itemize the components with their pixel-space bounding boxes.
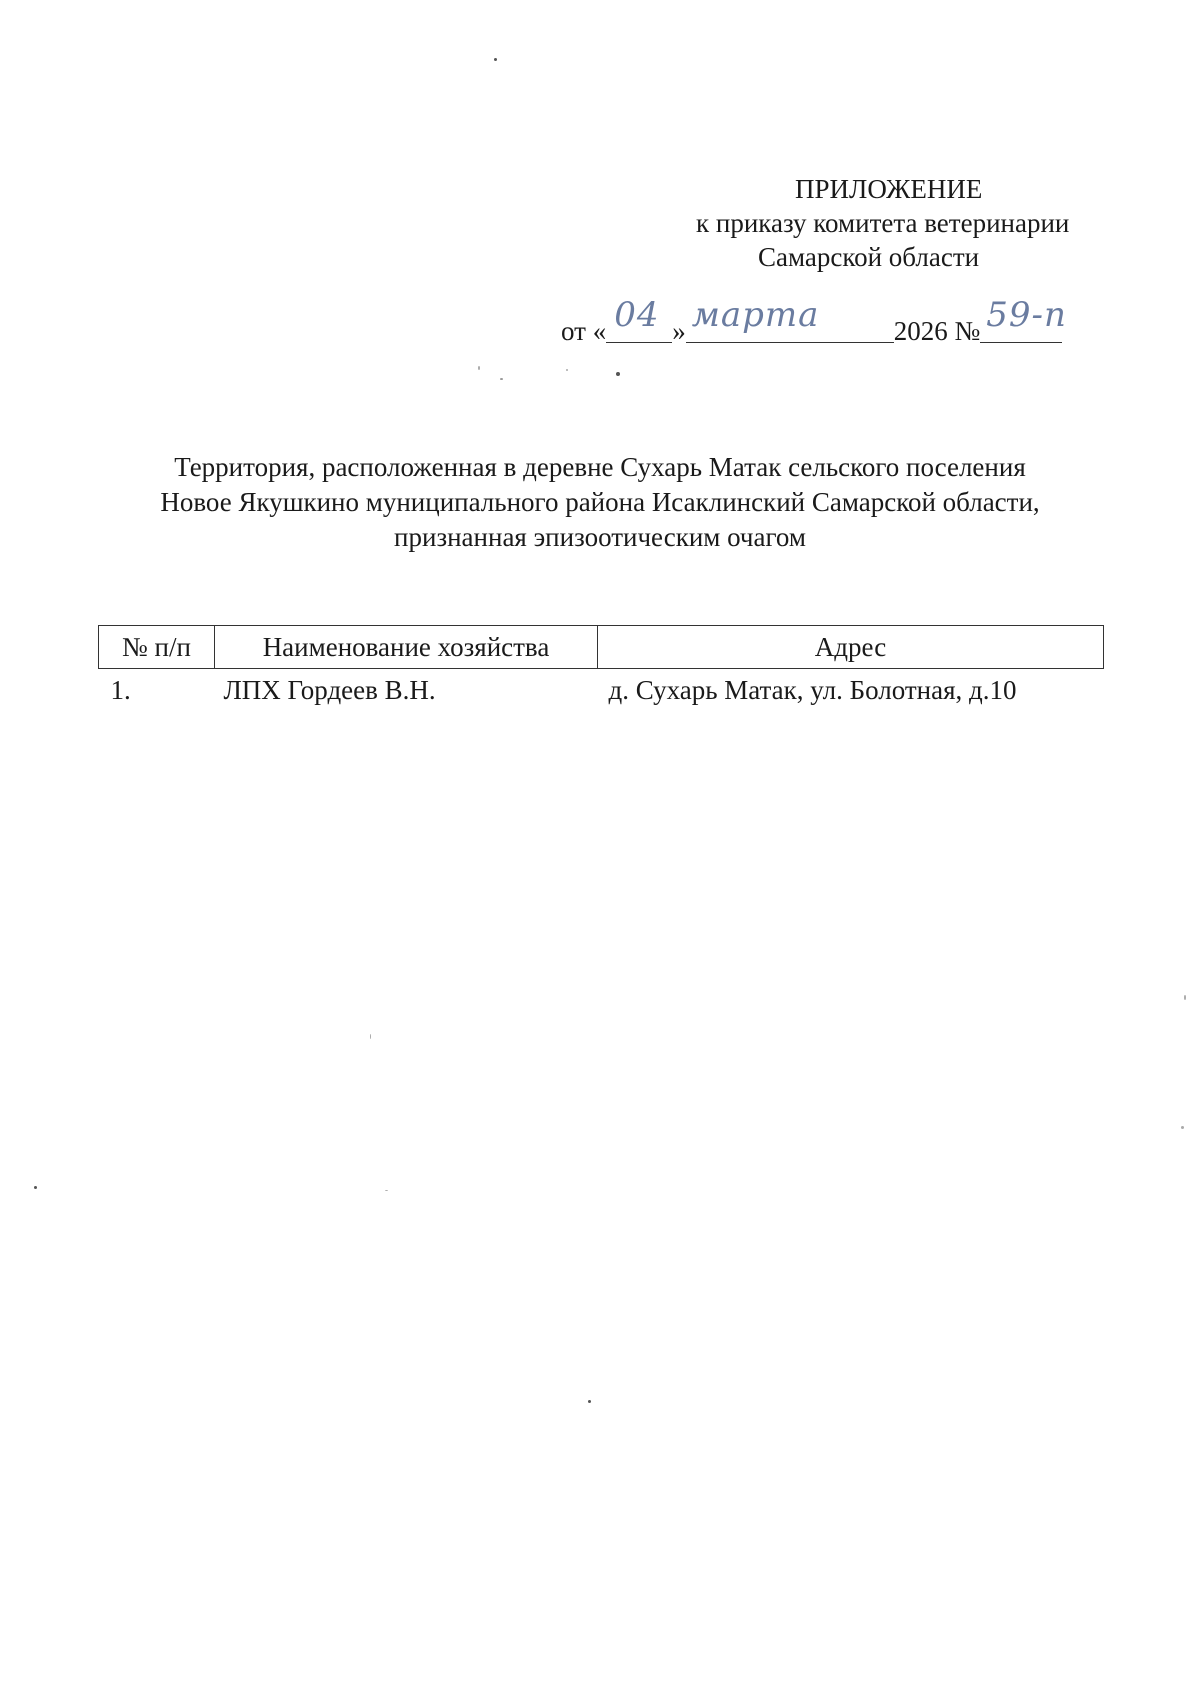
row-number: 1. bbox=[110, 674, 131, 705]
row-farm-name: ЛПХ Гордеев В.Н. bbox=[223, 674, 436, 705]
scan-speck bbox=[34, 1186, 37, 1189]
row-address: д. Сухарь Матак, ул. Болотная, д.10 bbox=[608, 674, 1017, 705]
appendix-subtitle-line1: к приказу комитета ветеринарии bbox=[696, 208, 1070, 238]
scan-speck bbox=[500, 378, 503, 380]
order-quote-close: » bbox=[672, 316, 686, 346]
scan-speck bbox=[1184, 995, 1186, 1000]
appendix-subtitle-line2: Самарской области bbox=[758, 242, 980, 272]
appendix-title: ПРИЛОЖЕНИЕ bbox=[795, 174, 983, 204]
order-day-handwritten: 04 bbox=[614, 295, 660, 335]
table-row bbox=[99, 669, 1104, 712]
order-year-number-prefix: 2026 № bbox=[893, 316, 981, 346]
scan-speck bbox=[616, 372, 620, 376]
table-header-row bbox=[99, 626, 1104, 669]
farms-table bbox=[98, 625, 1104, 711]
heading-line2: Новое Якушкино муниципального района Исаклинский Самарской области, bbox=[160, 487, 1040, 517]
scan-speck bbox=[478, 366, 480, 370]
scan-speck bbox=[1181, 1126, 1184, 1129]
scan-speck bbox=[566, 369, 568, 371]
order-date-line bbox=[561, 295, 1067, 348]
scan-speck bbox=[385, 1190, 388, 1191]
scan-speck bbox=[370, 1034, 371, 1039]
scan-speck bbox=[588, 1400, 591, 1403]
order-month-field bbox=[686, 295, 894, 343]
document-heading bbox=[100, 450, 1100, 555]
scan-speck bbox=[494, 58, 497, 61]
order-number-field bbox=[980, 295, 1067, 343]
order-from-prefix: от « bbox=[561, 316, 607, 346]
order-month-handwritten: марта bbox=[691, 295, 820, 335]
order-number-handwritten: 59-п bbox=[986, 295, 1067, 335]
order-day-field bbox=[606, 295, 672, 343]
heading-line3: признанная эпизоотическим очагом bbox=[394, 522, 806, 552]
header-number: № п/п bbox=[99, 626, 215, 669]
heading-line1: Территория, расположенная в деревне Сухарь Матак сельского поселения bbox=[174, 452, 1026, 482]
header-farm-name: Наименование хозяйства bbox=[215, 626, 598, 669]
header-address: Адрес bbox=[598, 626, 1104, 669]
